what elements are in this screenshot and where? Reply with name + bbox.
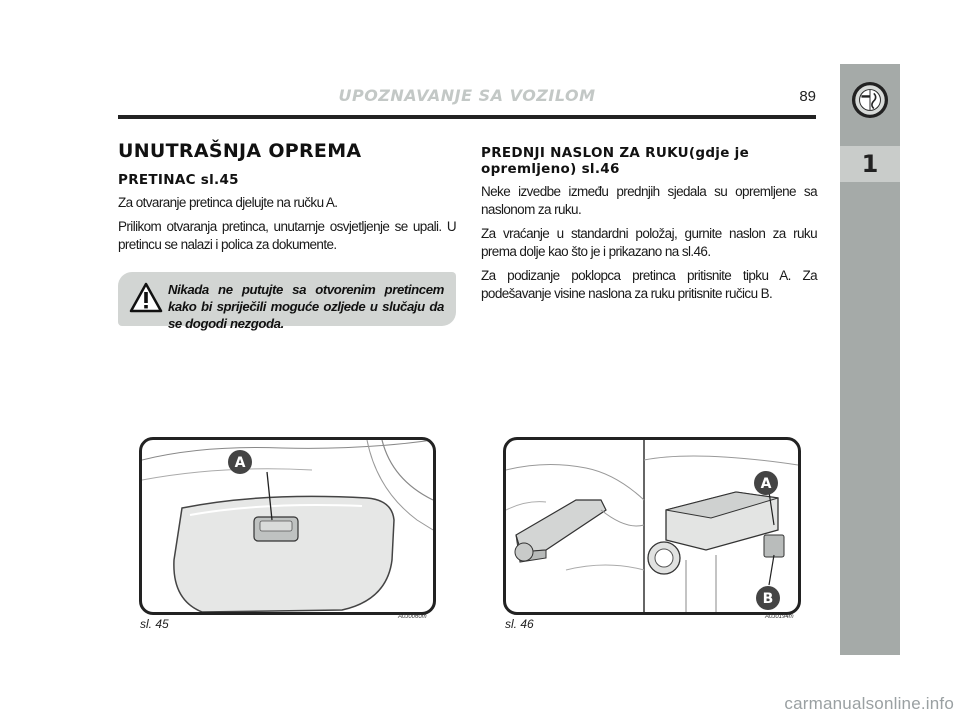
section-title: UNUTRAŠNJA OPREMA xyxy=(118,140,362,162)
page-header xyxy=(118,84,816,114)
callout-a-label: A xyxy=(234,455,246,471)
callout-a-label: A xyxy=(760,476,772,492)
chapter-number: 1 xyxy=(840,146,900,182)
armrest-paragraph-1: Neke izvedbe između prednjih sjedala su opremljene sa naslonom za ruku. xyxy=(481,184,817,217)
figure-glovebox xyxy=(139,437,436,615)
figure-armrest xyxy=(503,437,801,615)
armrest-paragraph-3: Za podizanje poklopca pretinca pritisnite tipku A. Za podešavanje visine naslona za ruku pritisnite ručicu B. xyxy=(481,268,817,301)
logo-box xyxy=(840,64,900,142)
callout-a-icon xyxy=(753,470,779,496)
page-number: 89 xyxy=(799,88,816,105)
header-divider xyxy=(118,115,816,119)
warning-triangle-icon xyxy=(129,282,163,314)
callout-b-icon xyxy=(755,585,781,611)
right-column xyxy=(481,140,817,309)
callout-b-label: B xyxy=(762,591,774,607)
glovebox-paragraph-2: Prilikom otvaranja pretinca, unutarnje osvjetljenje se upali. U pretincu se nalazi i polica za dokumente. xyxy=(118,219,456,252)
figure-46-code: A0J0194m xyxy=(765,614,794,620)
watermark-text: carmanualsonline.info xyxy=(784,694,954,713)
header-title: UPOZNAVANJE SA VOZILOM xyxy=(338,86,596,105)
figure-45-caption: sl. 45 xyxy=(140,617,169,631)
left-column xyxy=(118,140,456,260)
armrest-heading: PREDNJI NASLON ZA RUKU(gdje je opremljeno) sl.46 xyxy=(481,145,750,177)
figure-45-code: A0J0060m xyxy=(398,614,427,620)
alfa-romeo-badge-icon xyxy=(851,81,889,119)
warning-text: Nikada ne putujte sa otvorenim pretincem kako bi spriječili moguće ozljede u slučaju da se dogodi nezgoda. xyxy=(168,282,444,331)
glovebox-paragraph-1: Za otvaranje pretinca djelujte na ručku A. xyxy=(118,195,338,210)
armrest-paragraph-2: Za vraćanje u standardni položaj, gurnite naslon za ruku prema dolje kao što je i prikazano na sl.46. xyxy=(481,226,817,259)
warning-box xyxy=(118,272,456,331)
figure-46-caption: sl. 46 xyxy=(505,617,534,631)
glovebox-heading: PRETINAC sl.45 xyxy=(118,172,239,188)
chapter-sidebar xyxy=(840,64,900,655)
callout-a-icon xyxy=(227,449,253,475)
glovebox-illustration xyxy=(142,440,433,612)
